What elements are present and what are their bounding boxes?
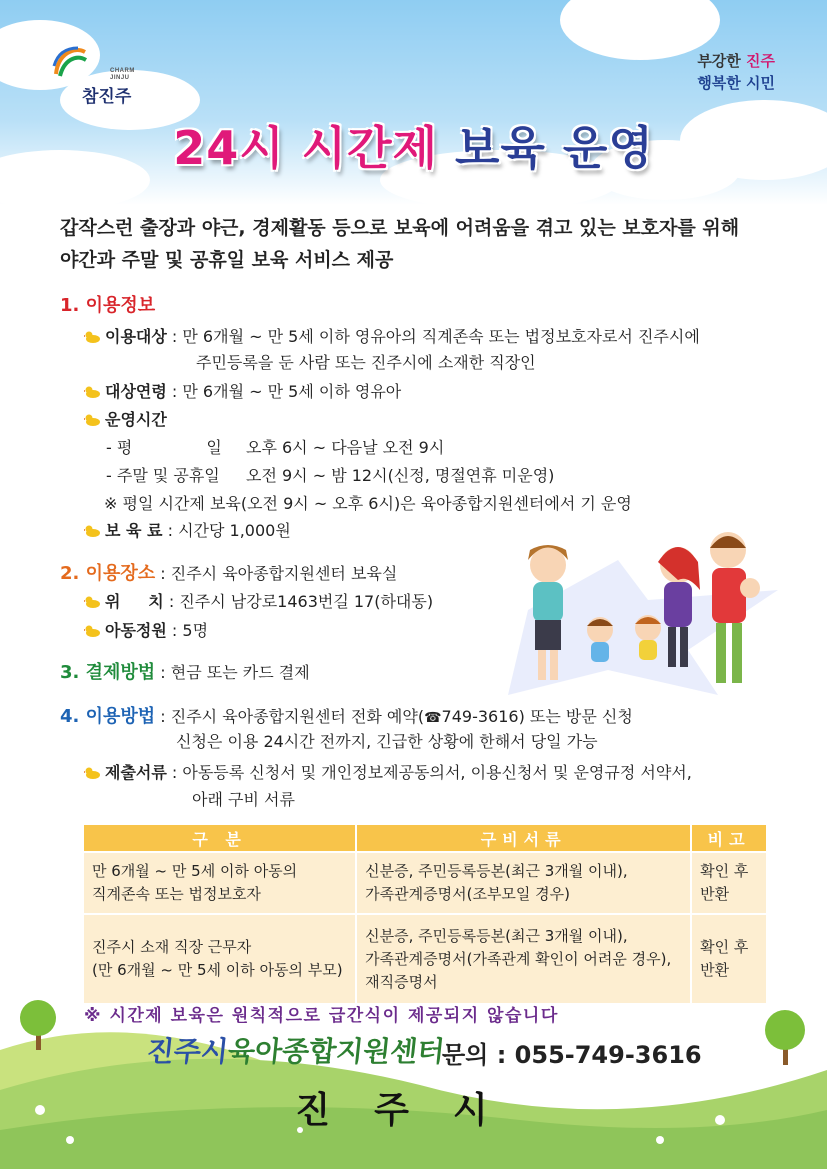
center-name-part1: 진주시 [145,1035,230,1068]
cell-line: 재직증명서 [365,972,438,991]
cell-line: 신분증, 주민등록등본(최근 3개월 이내), [365,926,628,945]
tree-icon [765,1010,805,1065]
weekend-label: - 주말 및 공휴일 [106,466,220,485]
intro-text [60,212,780,276]
location-row [84,591,433,613]
contact-phone: 문의 : 055-749-3616 [442,1041,702,1069]
section1-heading: 1. 이용정보 [60,295,156,316]
cell-line: 직계존속 또는 법정보호자 [92,885,261,903]
section3-heading: 3. 결제방법 [60,662,156,683]
docs-line2: 아래 구비 서류 [192,790,295,809]
weekday-value: 오후 6시 ~ 다음날 오전 9시 [246,438,445,457]
duck-icon [84,596,101,608]
age-value: : 만 6개월 ~ 만 5세 이하 영유아 [166,382,402,401]
cell-line: 가족관계증명서(조부모일 경우) [365,885,571,903]
city-logo [52,42,152,107]
hours-note: ※ 평일 시간제 보육(오전 9시 ~ 오후 6시)은 육아종합지원센터에서 기 운영 [104,494,632,513]
slogan-line2: 행복한 [697,74,747,92]
location-value: : 진주시 남강로1463번길 17(하대동) [163,592,434,611]
cell-line: 확인 후 [700,938,749,956]
logo-subtext: CHARM JINJU [110,68,135,81]
age-row [84,381,401,403]
target-label: 이용대상 [105,327,167,346]
intro-line1: 갑작스런 출장과 야근, 경제활동 등으로 보육에 어려움을 겪고 있는 보호자를 위해 [60,217,740,239]
logo-text: 참진주 [82,87,132,107]
cell-line: (만 6개월 ~ 만 5세 이하 아동의 부모) [92,961,343,979]
docs-value: : 아동등록 신청서 및 개인정보제공동의서, 이용신청서 및 운영규정 서약서, [166,763,692,782]
section3-value: : 현금 또는 카드 결제 [155,663,310,682]
age-label: 대상연령 [105,382,167,401]
section2-value: : 진주시 육아종합지원센터 보육실 [155,564,398,583]
duck-icon [84,625,101,637]
slogan-line1: 부강한 [697,52,747,70]
slogan-highlight2: 시민 [746,74,775,92]
section4-line2: 신청은 이용 24시간 전까지, 긴급한 상황에 한해서 당일 가능 [176,732,598,751]
table-header: 구 분 [83,824,356,852]
section3-row [60,661,310,685]
cell-line: 반환 [700,961,730,979]
intro-line2: 야간과 주말 및 공휴일 보육 서비스 제공 [60,249,394,271]
slogan-highlight1: 진주 [746,52,775,70]
weekday-row [106,437,222,459]
capacity-row [84,620,208,642]
duck-icon [84,386,101,398]
capacity-label: 아동정원 [105,621,167,640]
fee-row [84,520,291,542]
duck-icon [84,414,101,426]
location-label: 위 치 [105,592,164,611]
required-docs-table [82,823,768,1005]
city-slogan [697,50,775,94]
cell-line: 만 6개월 ~ 만 5세 이하 아동의 [92,862,298,880]
table-header: 구비서류 [356,824,691,852]
section2-row [60,562,397,586]
table-row [83,852,767,914]
title-part2: 보육 운영 [455,121,654,175]
city-name: 진주시 [295,1090,532,1131]
hours-row [84,409,167,431]
table-cell-category [83,852,356,914]
family-illustration [488,520,788,700]
section4-heading: 4. 이용방법 [60,706,156,727]
center-name-logo [145,1030,447,1070]
cell-line: 가족관계증명서(가족관계 확인이 어려운 경우), [365,949,672,968]
meal-warning: ※ 시간제 보육은 원칙적으로 급간식이 제공되지 않습니다 [84,1006,559,1026]
table-cell-docs [356,852,691,914]
section4-line1-pre: : 진주시 육아종합지원센터 전화 예약( [155,707,425,726]
weekday-label2: 일 [206,438,222,457]
docs-label: 제출서류 [105,763,167,782]
section4-line1-post: 749-3616) 또는 방문 신청 [441,707,633,726]
center-name-part2: 육아종합지원센터 [226,1035,447,1068]
page-title [0,112,827,178]
fee-value: : 시간당 1,000원 [162,521,291,540]
cell-line: 확인 후 [700,862,749,880]
table-header-row [83,824,767,852]
weekend-value: 오전 9시 ~ 밤 12시(신정, 명절연휴 미운영) [246,466,555,485]
logo-swirl-icon [52,44,88,80]
weekday-label: - 평 [106,438,133,457]
target-row [84,326,700,348]
man-figure [710,532,760,683]
section4-row [60,705,633,730]
cloud-decoration [560,0,720,60]
cell-line: 반환 [700,885,730,903]
duck-icon [84,525,101,537]
duck-icon [84,767,101,779]
duck-icon [84,331,101,343]
capacity-value: : 5명 [166,621,209,640]
title-part1: 24시 시간제 [173,121,438,175]
cell-line: 진주시 소재 직장 근무자 [92,938,252,956]
hours-label: 운영시간 [105,410,167,429]
target-row2: 주민등록을 둔 사람 또는 진주시에 소재한 직장인 [196,353,536,372]
fee-label: 보 육 료 [105,521,163,540]
cell-line: 신분증, 주민등록등본(최근 3개월 이내), [365,862,628,880]
phone-icon: ☎ [424,710,442,726]
section2-heading: 2. 이용장소 [60,563,156,584]
target-value: : 만 6개월 ~ 만 5세 이하 영유아의 직계존속 또는 법정보호자로서 진주시에 [166,327,700,346]
table-header: 비고 [691,824,767,852]
docs-row [84,762,692,784]
table-cell-note [691,852,767,914]
